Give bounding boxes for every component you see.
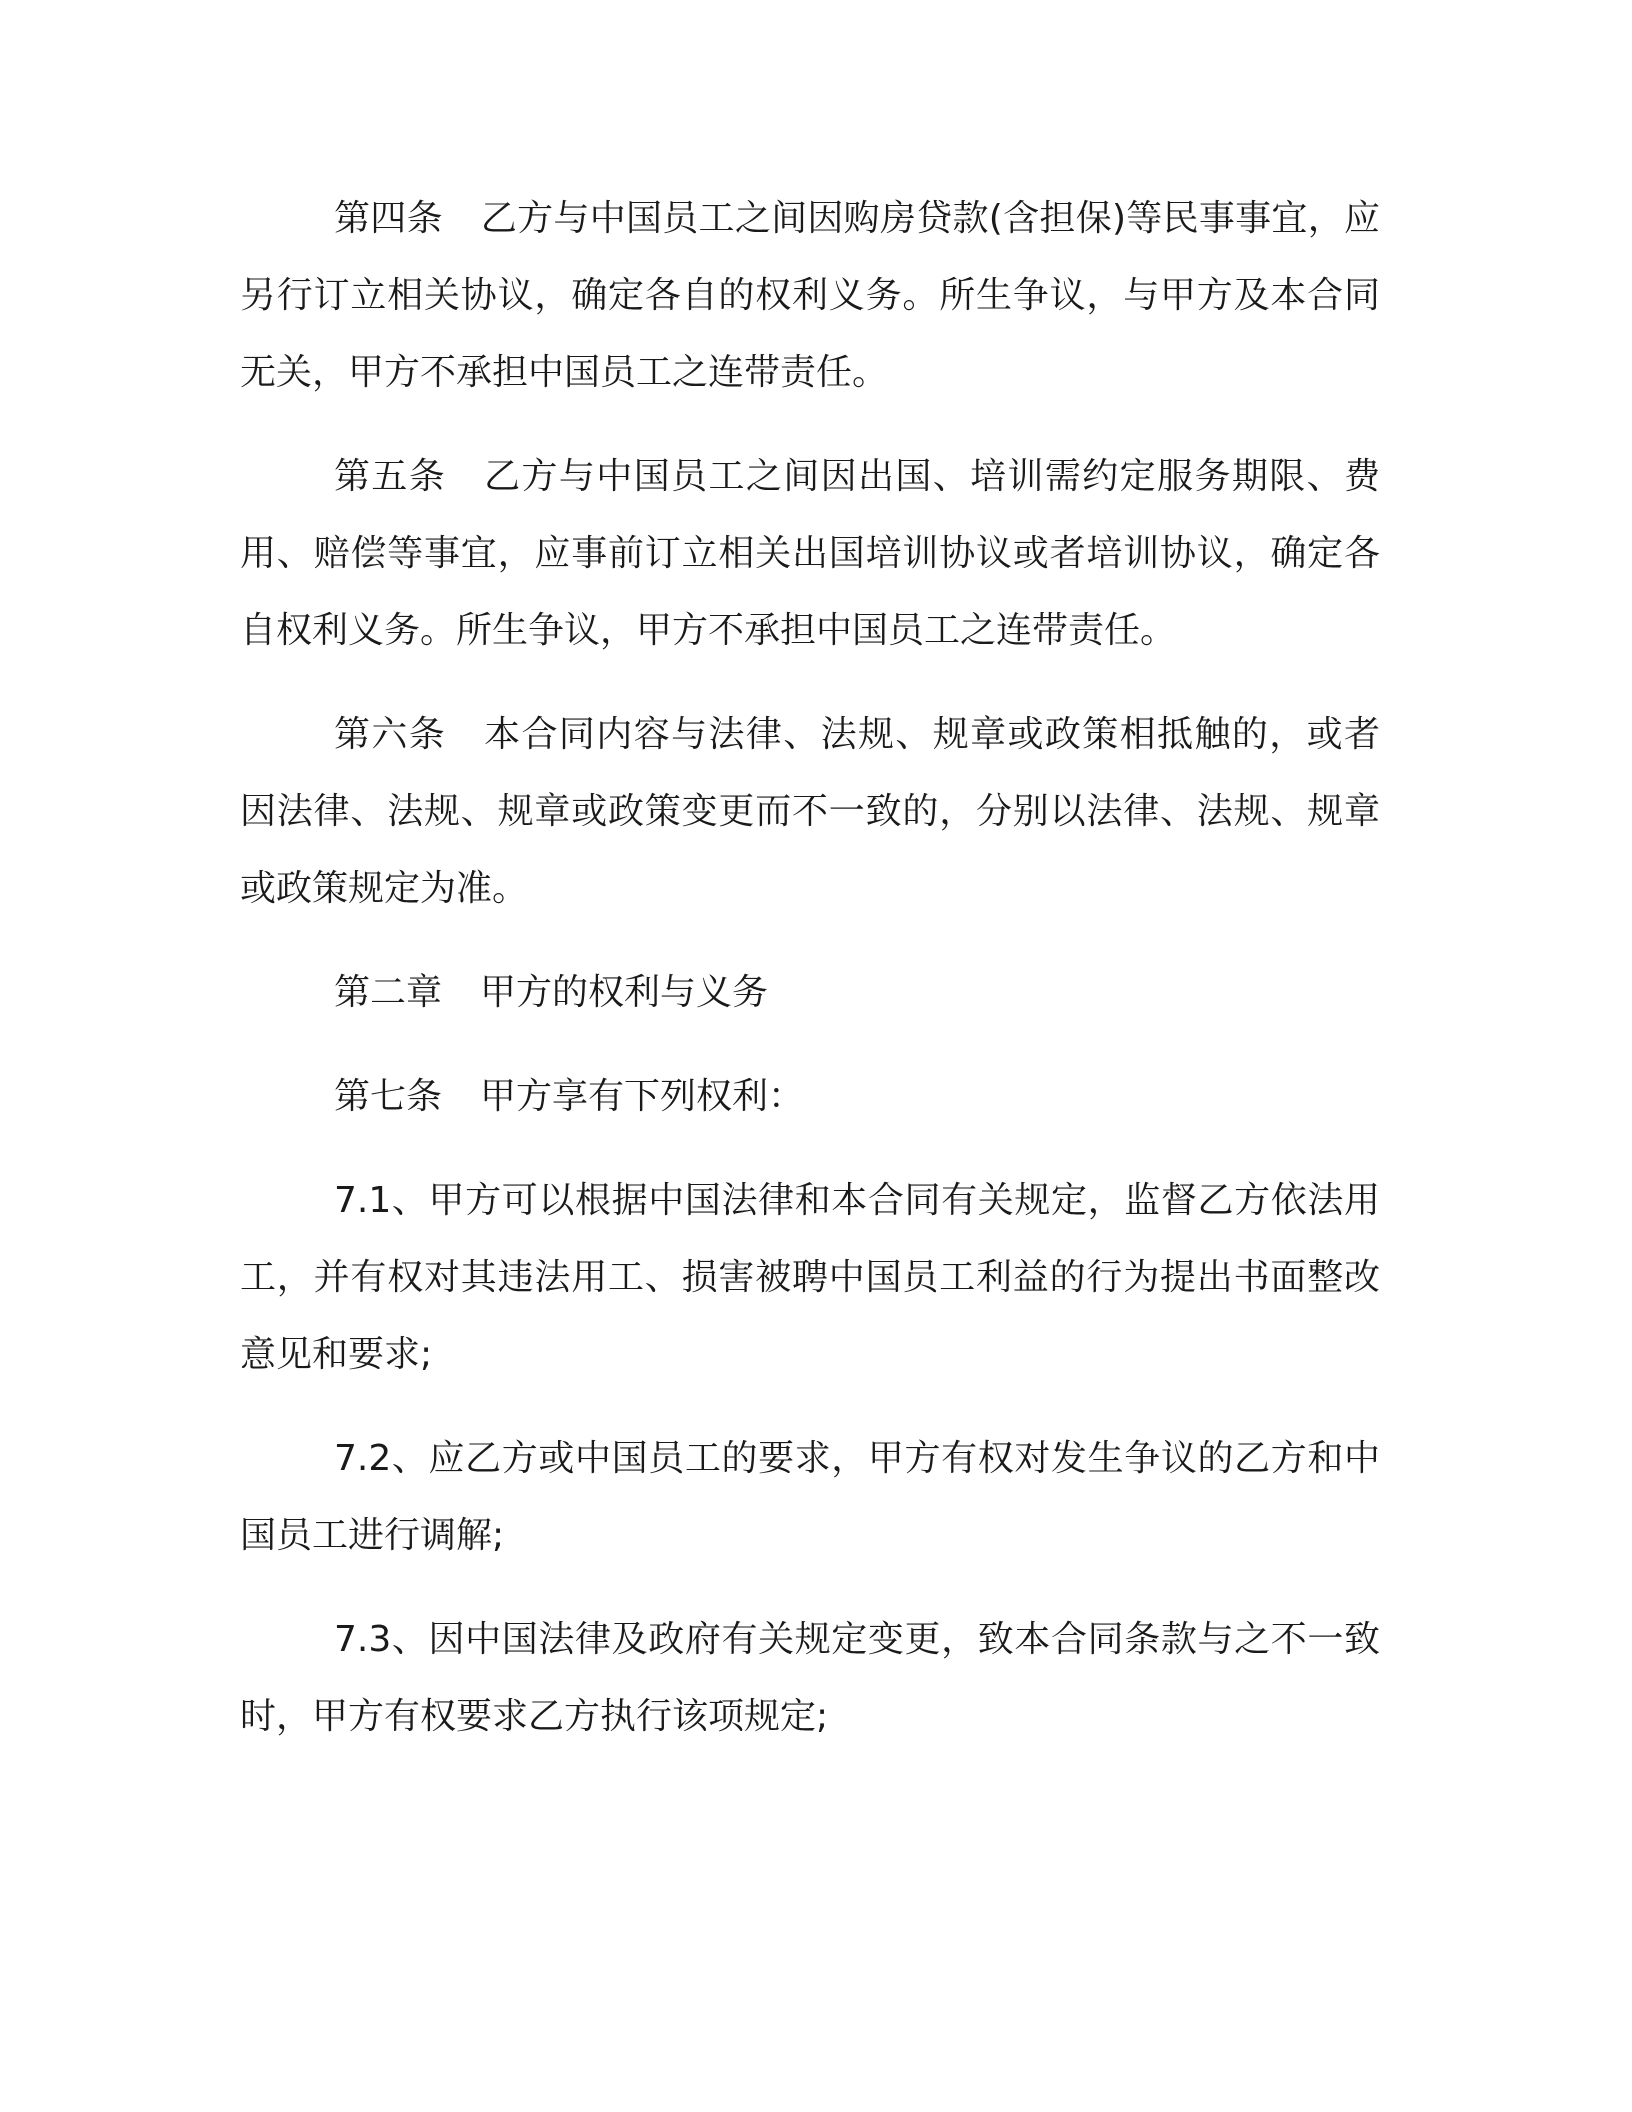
article-4-label: 第四条: [334, 198, 443, 239]
document-body: [240, 180, 1380, 1782]
article-7-label: 第七条: [334, 1076, 443, 1117]
article-6-text: 本合同内容与法律、法规、规章或政策相抵触的，或者因法律、法规、规章或政策变更而不一致的，分别以法律、法规、规章或政策规定为准。: [240, 714, 1380, 909]
article-6-label: 第六条: [334, 714, 447, 755]
article-4-paragraph: [240, 180, 1380, 411]
article-5-paragraph: [240, 438, 1380, 669]
clause-7-1-paragraph: [240, 1162, 1380, 1393]
article-5-label: 第五条: [334, 456, 447, 497]
clause-7-3-paragraph: [240, 1601, 1380, 1755]
article-4-text: 乙方与中国员工之间因购房贷款(含担保)等民事事宜，应另行订立相关协议，确定各自的权利义务。所生争议，与甲方及本合同无关，甲方不承担中国员工之连带责任。: [240, 198, 1380, 393]
clause-7-1-text: 7.1、甲方可以根据中国法律和本合同有关规定，监督乙方依法用工，并有权对其违法用工、损害被聘中国员工利益的行为提出书面整改意见和要求;: [240, 1180, 1380, 1375]
article-5-text: 乙方与中国员工之间因出国、培训需约定服务期限、费用、赔偿等事宜，应事前订立相关出国培训协议或者培训协议，确定各自权利义务。所生争议，甲方不承担中国员工之连带责任。: [240, 456, 1380, 651]
clause-7-2-paragraph: [240, 1420, 1380, 1574]
clause-7-3-text: 7.3、因中国法律及政府有关规定变更，致本合同条款与之不一致时，甲方有权要求乙方执行该项规定;: [240, 1619, 1380, 1737]
article-6-paragraph: [240, 696, 1380, 927]
chapter-2-heading: [240, 954, 1380, 1031]
chapter-2-label: 第二章: [334, 972, 443, 1013]
article-7-paragraph: [240, 1058, 1380, 1135]
article-7-text: 甲方享有下列权利：: [480, 1076, 805, 1117]
chapter-2-title: 甲方的权利与义务: [480, 972, 769, 1013]
clause-7-2-text: 7.2、应乙方或中国员工的要求，甲方有权对发生争议的乙方和中国员工进行调解;: [240, 1438, 1380, 1556]
